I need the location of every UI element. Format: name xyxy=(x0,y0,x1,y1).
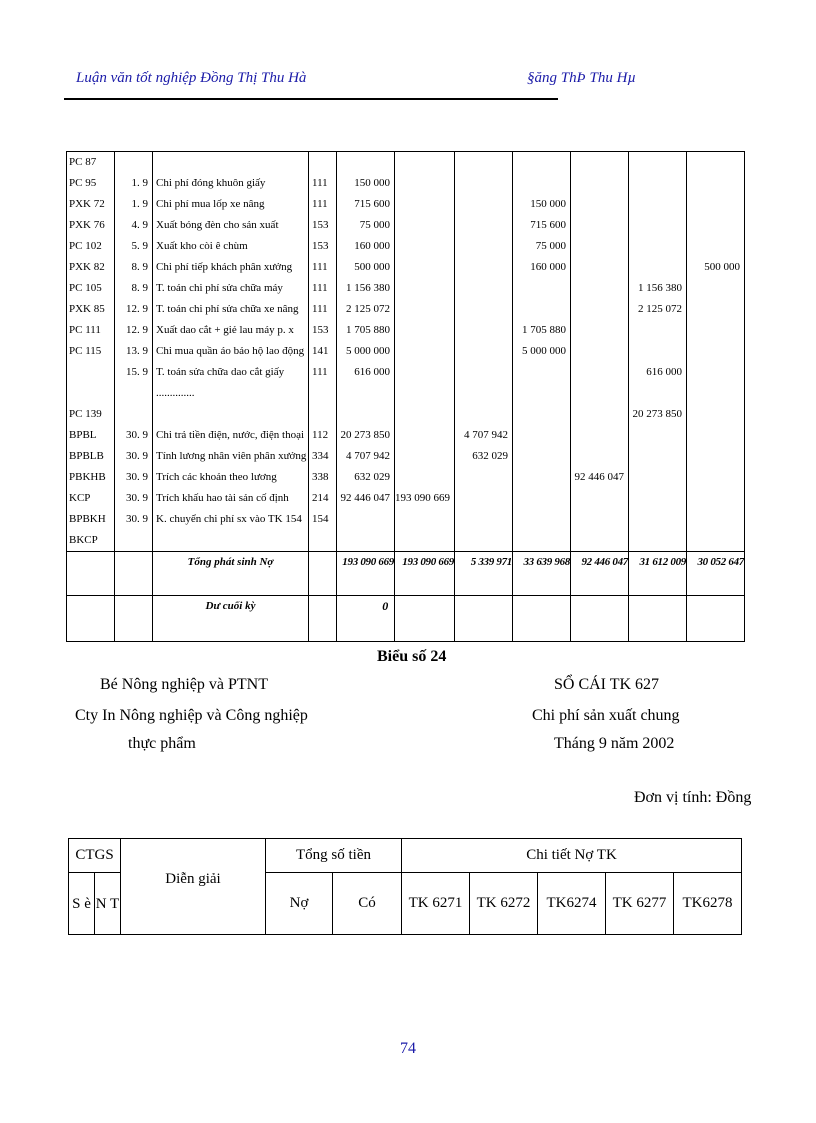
ledger-line-credit: 193 090 669 xyxy=(395,492,450,504)
ledger-line-credit xyxy=(395,404,454,425)
ledger-line-c2 xyxy=(513,446,570,467)
ledger-line-acc: 154 xyxy=(312,513,329,525)
ledger-line-c5 xyxy=(687,383,744,404)
ledger-line-date: 12. 9 xyxy=(126,324,148,336)
ledger-line-credit xyxy=(395,362,454,383)
total-credit: 193 090 669 xyxy=(395,552,455,596)
ledger-line-c5 xyxy=(687,173,744,194)
ledger-line-c4: 20 273 850 xyxy=(632,408,682,420)
ledger-line-c1 xyxy=(455,152,512,173)
ledger-line-c5 xyxy=(687,467,744,488)
ledger-line-doc: PC 105 xyxy=(69,282,102,294)
ledger-line-doc: BPBL xyxy=(69,429,97,441)
account-header-6271: TK 6271 xyxy=(402,873,470,935)
ledger-line-desc: K. chuyển chi phí sx vào TK 154 xyxy=(156,513,302,525)
ledger-line-c1 xyxy=(455,362,512,383)
ledger-line-desc: Xuất kho còi ê chùm xyxy=(156,240,248,252)
ledger-line-c2: 715 600 xyxy=(530,219,566,231)
ledger-line-c3 xyxy=(571,299,628,320)
ledger-line-credit xyxy=(395,236,454,257)
ledger-line-date xyxy=(115,383,152,404)
ledger-line-c3 xyxy=(571,215,628,236)
ledger-line-doc: KCP xyxy=(69,492,91,504)
ledger-line-c3 xyxy=(571,173,628,194)
ledger-line-date: 1. 9 xyxy=(131,198,148,210)
ledger-line-c1 xyxy=(455,236,512,257)
ledger-line-c1: 4 707 942 xyxy=(464,429,508,441)
account-header-6277: TK 6277 xyxy=(606,873,674,935)
ledger-line-c1 xyxy=(455,341,512,362)
ledger-line-doc: PXK 82 xyxy=(69,261,105,273)
ledger-line-c1 xyxy=(455,383,512,404)
ledger-line-date: 1. 9 xyxy=(131,177,148,189)
total-amount-header: Tổng số tiền xyxy=(266,839,402,873)
account-header-6272: TK 6272 xyxy=(470,873,538,935)
ledger-line-debit: 20 273 850 xyxy=(340,429,390,441)
ledger-line-desc: Chi phí đóng khuôn giấy xyxy=(156,177,266,189)
ledger-line-doc: PC 115 xyxy=(69,345,102,357)
ledger-line-desc xyxy=(153,530,308,551)
ledger-line-debit: 616 000 xyxy=(354,366,390,378)
ledger-line-c2 xyxy=(513,362,570,383)
ledger-line-debit: 632 029 xyxy=(354,471,390,483)
detail-col-2 xyxy=(513,152,571,552)
total-c3: 92 446 047 xyxy=(571,552,629,596)
ledger-line-credit xyxy=(395,152,454,173)
ledger-line-desc: Tính lương nhân viên phân xưởng xyxy=(156,450,307,462)
ledger-line-c3 xyxy=(571,446,628,467)
ledger-line-acc xyxy=(309,404,336,425)
ledger-header-table xyxy=(68,838,742,935)
ledger-line-c2 xyxy=(513,278,570,299)
ledger-line-c2 xyxy=(513,509,570,530)
ministry-name: Bé Nông nghiệp và PTNT xyxy=(100,676,268,693)
ledger-line-acc xyxy=(309,383,336,404)
ledger-line-doc xyxy=(67,383,114,404)
ledger-line-c2: 1 705 880 xyxy=(522,324,566,336)
ledger-line-date: 30. 9 xyxy=(126,450,148,462)
ledger-line-c4 xyxy=(629,530,686,551)
ledger-line-c5 xyxy=(687,278,744,299)
ledger-line-debit: 92 446 047 xyxy=(340,492,390,504)
ledger-line-doc: BPBLB xyxy=(69,450,104,462)
ledger-line-debit: 1 705 880 xyxy=(346,324,390,336)
detail-col-1 xyxy=(455,152,513,552)
ledger-line-c3 xyxy=(571,257,628,278)
so-header: S è xyxy=(69,873,95,935)
ledger-line-c5 xyxy=(687,362,744,383)
ledger-line-c5 xyxy=(687,215,744,236)
ctgs-header: CTGS xyxy=(69,839,121,873)
ledger-line-c5: 500 000 xyxy=(704,261,740,273)
ledger-line-doc xyxy=(67,362,114,383)
ledger-line-doc: PC 87 xyxy=(69,156,97,168)
ledger-line-credit xyxy=(395,320,454,341)
ledger-line-desc: Chi phí mua lốp xe nâng xyxy=(156,198,265,210)
ledger-line-c2: 5 000 000 xyxy=(522,345,566,357)
ledger-line-credit xyxy=(395,425,454,446)
ledger-line-c2 xyxy=(513,152,570,173)
account-header-6274: TK6274 xyxy=(538,873,606,935)
ledger-line-desc: T. toán chi phí sửa chữa xe nâng xyxy=(156,303,299,315)
detail-col-3 xyxy=(571,152,629,552)
ledger-line-acc: 153 xyxy=(312,219,329,231)
ledger-line-c3 xyxy=(571,383,628,404)
ledger-line-desc xyxy=(153,404,308,425)
ledger-line-acc: 214 xyxy=(312,492,329,504)
ledger-line-c4 xyxy=(629,194,686,215)
ledger-line-debit: 5 000 000 xyxy=(346,345,390,357)
ledger-line-c3: 92 446 047 xyxy=(574,471,624,483)
company-name: Cty In Nông nghiệp và Công nghiệp xyxy=(75,707,308,724)
ledger-line-debit: 500 000 xyxy=(354,261,390,273)
ledger-line-c5 xyxy=(687,404,744,425)
ledger-line-debit: 150 000 xyxy=(354,177,390,189)
ledger-line-credit xyxy=(395,299,454,320)
ledger-line-c1 xyxy=(455,278,512,299)
ledger-line-c2 xyxy=(513,425,570,446)
ledger-line-acc: 153 xyxy=(312,324,329,336)
description-column xyxy=(153,152,309,552)
ledger-line-desc xyxy=(153,152,308,173)
ledger-body-row xyxy=(67,152,745,552)
ledger-line-desc: Trích các khoản theo lương xyxy=(156,471,277,483)
ledger-line-credit xyxy=(395,467,454,488)
ledger-line-desc: T. toán chi phí sửa chữa máy xyxy=(156,282,283,294)
ledger-line-c1: 632 029 xyxy=(472,450,508,462)
credit-header: Có xyxy=(333,873,402,935)
company-name-cont: thực phẩm xyxy=(128,735,196,752)
ledger-line-c2 xyxy=(513,467,570,488)
ledger-line-debit: 160 000 xyxy=(354,240,390,252)
ledger-line-c2 xyxy=(513,404,570,425)
ledger-line-c3 xyxy=(571,362,628,383)
account-header-6278: TK6278 xyxy=(674,873,742,935)
ledger-line-c3 xyxy=(571,488,628,509)
ledger-line-c3 xyxy=(571,404,628,425)
total-row xyxy=(67,552,745,596)
ledger-line-credit xyxy=(395,341,454,362)
ledger-line-doc: BPBKH xyxy=(69,513,106,525)
ledger-line-credit xyxy=(395,509,454,530)
ledger-line-credit xyxy=(395,383,454,404)
total-c5: 30 052 647 xyxy=(687,552,745,596)
ledger-line-acc: 141 xyxy=(312,345,329,357)
ledger-line-doc: PC 111 xyxy=(69,324,101,336)
ledger-line-acc: 111 xyxy=(312,261,328,273)
ledger-line-c1 xyxy=(455,194,512,215)
ledger-line-date: 30. 9 xyxy=(126,513,148,525)
credit-column xyxy=(395,152,455,552)
closing-label: Dư cuối kỳ xyxy=(153,596,309,642)
ledger-line-date: 30. 9 xyxy=(126,492,148,504)
header-right: §ăng ThÞ Thu Hµ xyxy=(527,70,637,86)
ledger-line-c5 xyxy=(687,320,744,341)
ledger-line-desc: Chi phí tiếp khách phân xưởng xyxy=(156,261,293,273)
ledger-line-desc: Xuất dao cắt + giẻ lau máy p. x xyxy=(156,324,294,336)
ledger-line-c5 xyxy=(687,299,744,320)
form-title: Biểu số 24 xyxy=(377,648,447,665)
ledger-name: SỔ CÁI TK 627 xyxy=(554,676,660,693)
ledger-line-c2 xyxy=(513,488,570,509)
ledger-line-acc: 111 xyxy=(312,198,328,210)
ledger-line-doc: PC 102 xyxy=(69,240,102,252)
ledger-line-c4: 616 000 xyxy=(646,366,682,378)
debit-header: Nợ xyxy=(266,873,333,935)
ledger-line-debit xyxy=(337,404,394,425)
ledger-line-debit xyxy=(337,509,394,530)
ledger-line-debit: 4 707 942 xyxy=(346,450,390,462)
ledger-line-c4 xyxy=(629,488,686,509)
ledger-line-c3 xyxy=(571,278,628,299)
ledger-line-date xyxy=(115,530,152,551)
header-left: Luận văn tốt nghiệp Đồng Thị Thu Hà xyxy=(76,70,307,86)
debit-detail-header: Chi tiết Nợ TK xyxy=(402,839,742,873)
ledger-line-c1 xyxy=(455,509,512,530)
ledger-line-c4 xyxy=(629,425,686,446)
ledger-line-debit xyxy=(337,383,394,404)
debit-column xyxy=(337,152,395,552)
ledger-line-date: 30. 9 xyxy=(126,471,148,483)
ledger-line-c2 xyxy=(513,299,570,320)
ledger-line-c4 xyxy=(629,236,686,257)
ledger-line-credit xyxy=(395,194,454,215)
ledger-line-c1 xyxy=(455,320,512,341)
page-number: 74 xyxy=(400,1040,416,1057)
ledger-line-c1 xyxy=(455,257,512,278)
ledger-line-date: 8. 9 xyxy=(131,261,148,273)
ledger-line-credit xyxy=(395,215,454,236)
ledger-line-date: 12. 9 xyxy=(126,303,148,315)
ledger-line-doc: PBKHB xyxy=(69,471,106,483)
ledger-line-c3 xyxy=(571,530,628,551)
ledger-line-c4 xyxy=(629,257,686,278)
ledger-line-c2: 75 000 xyxy=(535,240,566,252)
description-header: Diễn giải xyxy=(121,839,266,935)
ledger-line-desc: T. toán sửa chữa dao cắt giấy xyxy=(156,366,285,378)
ledger-table xyxy=(66,151,745,642)
ledger-line-c1 xyxy=(455,173,512,194)
total-c4: 31 612 009 xyxy=(629,552,687,596)
ledger-line-debit xyxy=(337,530,394,551)
ledger-line-c3 xyxy=(571,194,628,215)
ledger-line-c5 xyxy=(687,530,744,551)
ledger-line-c4: 1 156 380 xyxy=(638,282,682,294)
ledger-line-c3 xyxy=(571,341,628,362)
ledger-line-desc: Chi mua quần áo bảo hộ lao động xyxy=(156,345,305,357)
ledger-line-c3 xyxy=(571,425,628,446)
ledger-line-debit: 2 125 072 xyxy=(346,303,390,315)
ledger-line-c4 xyxy=(629,341,686,362)
account-column xyxy=(309,152,337,552)
nt-header: N T xyxy=(95,873,121,935)
ledger-line-date: 5. 9 xyxy=(131,240,148,252)
total-c1: 5 339 971 xyxy=(455,552,513,596)
ledger-line-c3 xyxy=(571,152,628,173)
ledger-line-c5 xyxy=(687,425,744,446)
ledger-subtitle: Chi phí sản xuất chung xyxy=(532,707,680,724)
date-column xyxy=(115,152,153,552)
ledger-line-date xyxy=(115,152,152,173)
doc-column xyxy=(67,152,115,552)
ledger-line-acc: 112 xyxy=(312,429,329,441)
ledger-line-c5 xyxy=(687,194,744,215)
ledger-period: Tháng 9 năm 2002 xyxy=(554,735,675,752)
ledger-line-doc: PC 139 xyxy=(69,408,102,420)
ledger-line-c5 xyxy=(687,488,744,509)
ledger-line-c1 xyxy=(455,299,512,320)
ledger-line-doc: BKCP xyxy=(69,534,98,546)
ledger-line-c3 xyxy=(571,320,628,341)
ledger-line-c4 xyxy=(629,383,686,404)
ledger-line-debit: 75 000 xyxy=(359,219,390,231)
header-divider xyxy=(64,98,558,100)
ledger-line-credit xyxy=(395,446,454,467)
ledger-line-acc: 111 xyxy=(312,282,328,294)
closing-balance-row xyxy=(67,596,745,642)
ledger-line-c4: 2 125 072 xyxy=(638,303,682,315)
ledger-line-acc: 153 xyxy=(312,240,329,252)
ledger-line-c4 xyxy=(629,152,686,173)
ledger-line-date: 4. 9 xyxy=(131,219,148,231)
ledger-line-doc: PXK 76 xyxy=(69,219,105,231)
ledger-line-date: 15. 9 xyxy=(126,366,148,378)
ledger-line-c1 xyxy=(455,467,512,488)
ledger-line-c4 xyxy=(629,509,686,530)
ledger-line-c3 xyxy=(571,236,628,257)
total-label: Tổng phát sinh Nợ xyxy=(153,552,309,596)
ledger-line-c2: 150 000 xyxy=(530,198,566,210)
ledger-line-c1 xyxy=(455,488,512,509)
ledger-line-desc: Trích khấu hao tài sản cố định xyxy=(156,492,289,504)
closing-value: 0 xyxy=(337,596,395,642)
detail-col-4 xyxy=(629,152,687,552)
ledger-line-c4 xyxy=(629,446,686,467)
detail-col-5 xyxy=(687,152,745,552)
ledger-line-debit xyxy=(337,152,394,173)
ledger-line-acc xyxy=(309,152,336,173)
ledger-line-c2 xyxy=(513,530,570,551)
ledger-line-date: 13. 9 xyxy=(126,345,148,357)
total-c2: 33 639 968 xyxy=(513,552,571,596)
ledger-line-acc: 334 xyxy=(312,450,329,462)
ledger-line-c1 xyxy=(455,404,512,425)
ledger-line-c2: 160 000 xyxy=(530,261,566,273)
ledger-line-credit xyxy=(395,173,454,194)
ledger-line-acc: 111 xyxy=(312,366,328,378)
ledger-line-desc: .............. xyxy=(156,387,195,399)
ledger-line-c3 xyxy=(571,509,628,530)
ledger-line-c1 xyxy=(455,215,512,236)
ledger-line-c1 xyxy=(455,530,512,551)
ledger-line-acc xyxy=(309,530,336,551)
ledger-line-c5 xyxy=(687,341,744,362)
ledger-line-c5 xyxy=(687,446,744,467)
ledger-line-date xyxy=(115,404,152,425)
ledger-line-acc: 338 xyxy=(312,471,329,483)
ledger-line-debit: 1 156 380 xyxy=(346,282,390,294)
ledger-line-debit: 715 600 xyxy=(354,198,390,210)
ledger-line-acc: 111 xyxy=(312,303,328,315)
ledger-line-credit xyxy=(395,257,454,278)
ledger-line-c4 xyxy=(629,320,686,341)
ledger-line-c5 xyxy=(687,152,744,173)
ledger-line-credit xyxy=(395,278,454,299)
ledger-line-credit xyxy=(395,530,454,551)
ledger-line-c2 xyxy=(513,383,570,404)
ledger-line-date: 30. 9 xyxy=(126,429,148,441)
ledger-line-c4 xyxy=(629,215,686,236)
ledger-line-desc: Xuất bóng đèn cho sản xuất xyxy=(156,219,279,231)
ledger-line-doc: PXK 72 xyxy=(69,198,105,210)
total-debit: 193 090 669 xyxy=(337,552,395,596)
ledger-line-doc: PXK 85 xyxy=(69,303,105,315)
ledger-line-desc: Chi trả tiền điện, nước, điện thoại xyxy=(156,429,305,441)
ledger-line-c4 xyxy=(629,467,686,488)
unit-label: Đơn vị tính: Đồng xyxy=(634,789,752,806)
ledger-line-date: 8. 9 xyxy=(131,282,148,294)
ledger-line-acc: 111 xyxy=(312,177,328,189)
ledger-line-c5 xyxy=(687,509,744,530)
ledger-line-c5 xyxy=(687,236,744,257)
ledger-line-doc: PC 95 xyxy=(69,177,97,189)
ledger-line-c2 xyxy=(513,173,570,194)
ledger-line-c4 xyxy=(629,173,686,194)
